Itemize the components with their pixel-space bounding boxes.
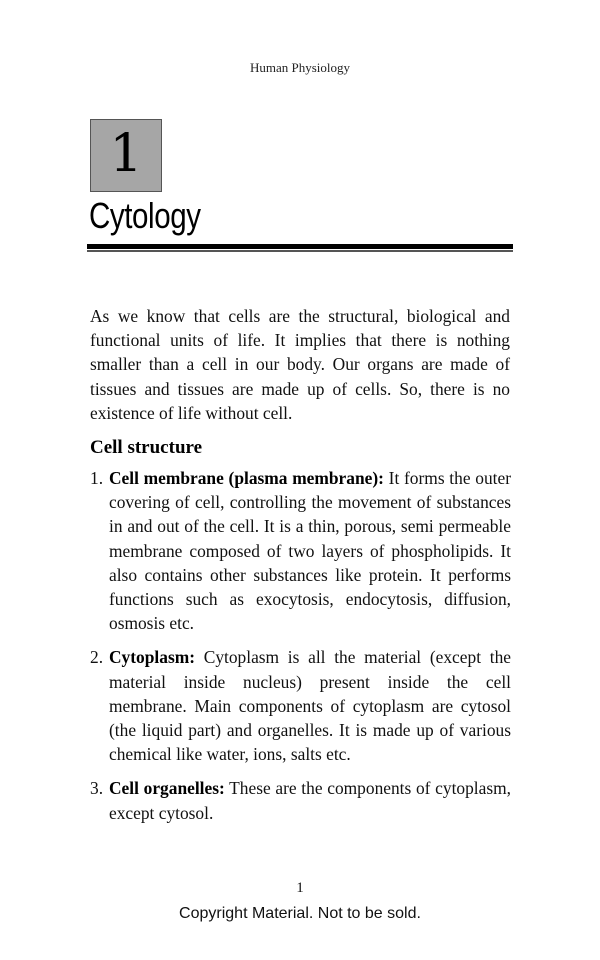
list-item-number: 3. [90,778,104,799]
list-item-text: Cytoplasm is all the material (except the material inside nucleus) present inside the cell membrane. Main components of cytoplasm are cytosol (the liquid part) and organelles. It is made up of various chemical like water, ions, salts etc. [109,647,511,765]
list-item-text: It forms the outer covering of cell, controlling the movement of substances in and out of the cell. It is a thin, porous, semi permeable membrane composed of two layers of phospholipids. It also contains other substances like protein. It performs functions such as exocytosis, endocytosis, diffusion, osmosis etc. [109,468,511,634]
list-item-term: Cytoplasm: [109,647,195,668]
intro-paragraph: As we know that cells are the structural, biological and functional units of life. It implies that there is nothing smaller than a cell in our body. Our organs are made of tissues and tissues are made up of cells. So, there is no existence of life without cell. [90,306,510,423]
chapter-number-box [90,119,162,192]
chapter-title: Cytology [89,195,201,236]
chapter-rule-thin [87,250,513,252]
running-header: Human Physiology [249,60,351,75]
list-item-number: 2. [90,647,104,668]
cell-structure-list [90,466,511,835]
chapter-number: 1 [109,123,143,184]
list-item-term: Cell membrane (plasma membrane): [109,468,384,488]
chapter-rule-thick [87,244,513,249]
list-item [90,466,511,635]
list-item-number: 1. [90,468,104,488]
copyright-notice: Copyright Material. Not to be sold. [179,905,421,922]
page-number: 1 [296,880,304,896]
list-item-term: Cell organelles: [109,778,225,799]
list-item-text: These are the components of cytoplasm, except cytosol. [109,778,511,823]
section-heading: Cell structure [90,437,203,458]
list-item [90,776,511,824]
list-item [90,645,511,766]
